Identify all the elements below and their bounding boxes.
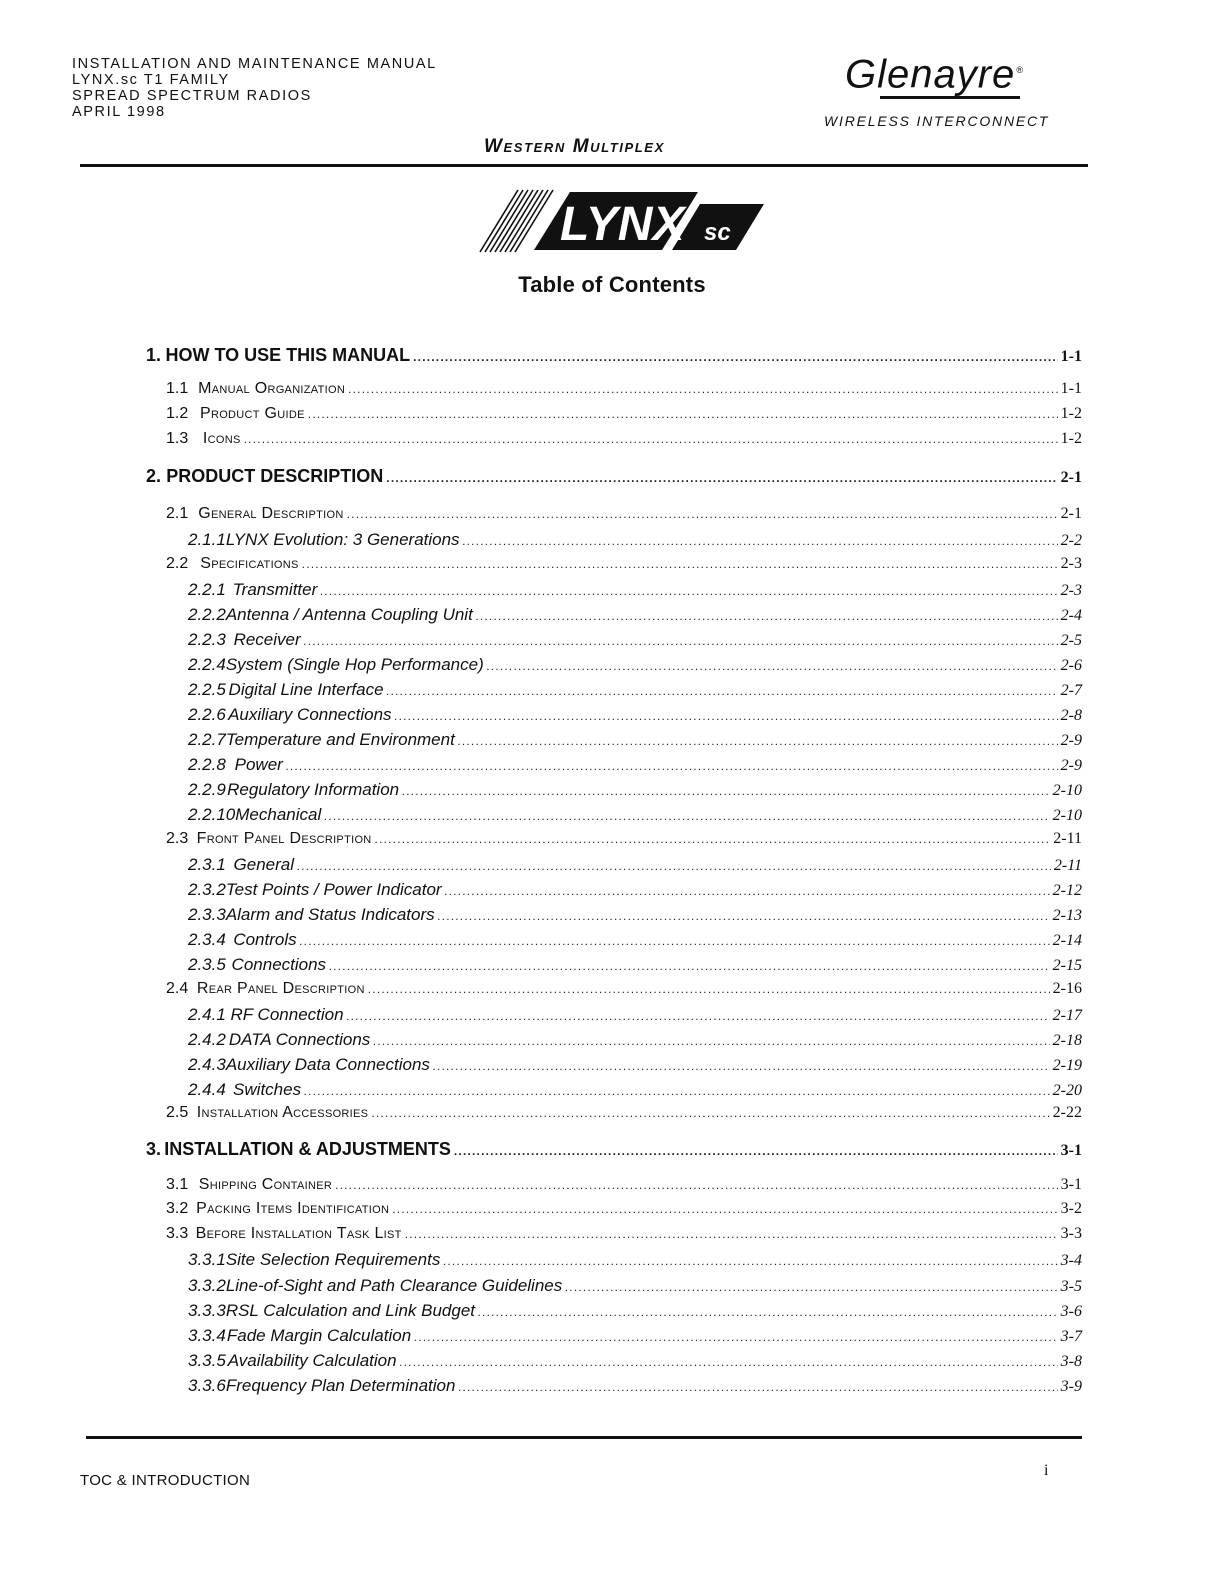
- toc-entry-number: 2.2.1: [188, 580, 226, 599]
- toc-entry-page: 2-16: [1052, 980, 1082, 997]
- toc-entry[interactable]: [188, 530, 1082, 550]
- toc-entry[interactable]: [188, 730, 1082, 750]
- toc-dot-leader: [347, 507, 1058, 521]
- toc-entry[interactable]: [188, 880, 1082, 900]
- toc-entry[interactable]: [188, 1080, 1082, 1100]
- toc-entry-number: 2.2.5: [188, 680, 226, 699]
- toc-entry[interactable]: [188, 580, 1082, 600]
- toc-entry-number: 2.2.7: [188, 730, 226, 749]
- toc-entry-page: 3-8: [1060, 1353, 1082, 1370]
- toc-dot-leader: [297, 859, 1051, 873]
- toc-entry-page: 2-5: [1060, 632, 1082, 649]
- toc-entry[interactable]: [188, 1301, 1082, 1321]
- toc-entry-page: 3-9: [1060, 1378, 1082, 1395]
- toc-entry-number: 3.3.5: [188, 1351, 226, 1370]
- toc-entry-page: 2-22: [1052, 1104, 1082, 1121]
- toc-entry-number: 2.2.3: [188, 630, 226, 649]
- toc-entry-label: INSTALLATION & ADJUSTMENTS: [164, 1139, 451, 1159]
- toc-entry-label: Frequency Plan Determination: [225, 1376, 456, 1395]
- toc-dot-leader: [308, 407, 1058, 421]
- toc-entry-page: 2-10: [1052, 807, 1082, 824]
- toc-entry-number: 2.5: [166, 1104, 189, 1121]
- toc-dot-leader: [433, 1059, 1050, 1073]
- toc-dot-leader: [413, 350, 1058, 364]
- toc-dot-leader: [487, 659, 1058, 673]
- toc-entry[interactable]: [166, 1104, 1082, 1122]
- toc-entry-label: PRODUCT DESCRIPTION: [166, 466, 384, 486]
- toc-dot-leader: [400, 1355, 1058, 1369]
- toc-entry[interactable]: [188, 905, 1082, 925]
- toc-entry-label: Specifications: [200, 555, 299, 572]
- toc-dot-leader: [348, 382, 1058, 396]
- toc-entry-page: 1-2: [1060, 430, 1082, 447]
- toc-entry-number: 2.3.2: [188, 880, 226, 899]
- toc-entry-label: Installation Accessories: [196, 1104, 369, 1121]
- toc-entry-label: Test Points / Power Indicator: [225, 880, 442, 899]
- toc-dot-leader: [329, 959, 1050, 973]
- toc-dot-leader: [445, 884, 1050, 898]
- toc-entry-number: 2.4.1: [188, 1005, 226, 1024]
- toc-entry-label: Auxiliary Connections: [228, 705, 392, 724]
- toc-entry-label: Front Panel Description: [196, 830, 372, 847]
- toc-entry-label: Fade Margin Calculation: [226, 1326, 412, 1345]
- toc-entry[interactable]: [188, 1376, 1082, 1396]
- toc-dot-leader: [478, 1305, 1058, 1319]
- toc-entry-page: 2-3: [1060, 582, 1082, 599]
- toc-entry[interactable]: [146, 345, 1082, 366]
- toc-entry-number: 2.3.1: [188, 855, 226, 874]
- toc-entry-page: 2-2: [1060, 532, 1082, 549]
- toc-entry-label: RF Connection: [230, 1005, 344, 1024]
- toc-entry-page: 3-7: [1060, 1328, 1082, 1345]
- toc-entry-page: 2-8: [1060, 707, 1082, 724]
- logo-text: LYNX: [560, 198, 685, 251]
- toc-entry-number: 2.2.4: [188, 655, 226, 674]
- toc-entry-number: 2.2.6: [188, 705, 226, 724]
- toc-entry-label: Digital Line Interface: [228, 680, 384, 699]
- toc-dot-leader: [454, 1144, 1058, 1158]
- toc-entry-label: LYNX Evolution: 3 Generations: [225, 530, 460, 549]
- toc-entry-label: Antenna / Antenna Coupling Unit: [225, 605, 473, 624]
- toc-entry-number: 1.: [146, 345, 162, 365]
- toc-dot-leader: [392, 1202, 1057, 1216]
- toc-entry-label: Icons: [202, 430, 241, 447]
- toc-dot-leader: [387, 684, 1058, 698]
- toc-entry-page: 2-1: [1060, 505, 1082, 522]
- toc-entry[interactable]: [166, 1200, 1082, 1218]
- toc-entry-label: Packing Items Identification: [196, 1200, 390, 1217]
- toc-dot-leader: [373, 1034, 1049, 1048]
- toc-entry[interactable]: [166, 505, 1082, 523]
- toc-entry[interactable]: [188, 1250, 1082, 1270]
- toc-entry-page: 1-1: [1060, 348, 1082, 365]
- toc-dot-leader: [476, 609, 1058, 623]
- toc-entry-page: 2-9: [1060, 757, 1082, 774]
- toc-entry[interactable]: [188, 1351, 1082, 1371]
- toc-entry-page: 2-13: [1052, 907, 1082, 924]
- toc-dot-leader: [463, 534, 1058, 548]
- toc-entry[interactable]: [146, 466, 1082, 487]
- toc-dot-leader: [304, 1084, 1050, 1098]
- toc-dot-leader: [347, 1009, 1050, 1023]
- toc-entry-number: 2.3.3: [188, 905, 226, 924]
- toc-entry[interactable]: [146, 1139, 1082, 1160]
- toc-entry-number: 2.3.5: [188, 955, 226, 974]
- header-line: SPREAD SPECTRUM RADIOS: [72, 88, 312, 104]
- header-line: INSTALLATION AND MAINTENANCE MANUAL: [72, 56, 437, 72]
- toc-dot-leader: [458, 1380, 1057, 1394]
- toc-dot-leader: [395, 709, 1058, 723]
- manual-header: [72, 56, 437, 120]
- toc-dot-leader: [565, 1280, 1057, 1294]
- toc-entry[interactable]: [188, 930, 1082, 950]
- toc-entry[interactable]: [166, 430, 1082, 448]
- toc-entry[interactable]: [166, 830, 1082, 848]
- division-name: Western Multiplex: [484, 136, 665, 157]
- toc-entry-number: 2.2: [166, 555, 189, 572]
- toc-entry-page: 2-6: [1060, 657, 1082, 674]
- toc-dot-leader: [375, 832, 1051, 846]
- toc-entry-number: 3.: [146, 1139, 162, 1159]
- toc-entry-page: 2-19: [1052, 1057, 1082, 1074]
- brand-underline: [880, 96, 1020, 99]
- toc-dot-leader: [304, 634, 1058, 648]
- toc-entry-label: Alarm and Status Indicators: [225, 905, 435, 924]
- toc-entry-page: 2-15: [1052, 957, 1082, 974]
- toc-entry[interactable]: [188, 805, 1082, 825]
- toc-dot-leader: [458, 734, 1058, 748]
- toc-dot-leader: [244, 432, 1058, 446]
- toc-entry-label: Temperature and Environment: [225, 730, 455, 749]
- toc-entry[interactable]: [166, 380, 1082, 398]
- toc-entry-label: Line-of-Sight and Path Clearance Guidelines: [225, 1276, 563, 1295]
- toc-entry-label: General Description: [198, 505, 344, 522]
- toc-entry[interactable]: [166, 405, 1082, 423]
- lynx-sc-logo: [478, 188, 768, 254]
- toc-entry-number: 2.2.8: [188, 755, 226, 774]
- toc-dot-leader: [320, 584, 1057, 598]
- toc-entry-number: 1.1: [166, 380, 189, 397]
- toc-entry-label: Rear Panel Description: [196, 980, 365, 997]
- toc-entry[interactable]: [188, 630, 1082, 650]
- toc-entry-page: 2-11: [1053, 857, 1082, 874]
- toc-dot-leader: [371, 1106, 1049, 1120]
- toc-entry[interactable]: [188, 1030, 1082, 1050]
- toc-dot-leader: [405, 1227, 1058, 1241]
- toc-entry-label: HOW TO USE THIS MANUAL: [165, 345, 411, 365]
- toc-dot-leader: [286, 759, 1058, 773]
- header-rule: [80, 164, 1088, 167]
- toc-entry-number: 2.2.9: [188, 780, 226, 799]
- toc-dot-leader: [302, 557, 1058, 571]
- toc-entry-page: 3-6: [1060, 1303, 1082, 1320]
- toc-entry[interactable]: [188, 1005, 1082, 1025]
- toc-dot-leader: [443, 1254, 1057, 1268]
- toc-dot-leader: [300, 934, 1050, 948]
- toc-entry-number: 3.3.2: [188, 1276, 226, 1295]
- toc-entry-label: Auxiliary Data Connections: [225, 1055, 430, 1074]
- toc-entry-number: 2.4.2: [188, 1030, 226, 1049]
- toc-entry-page: 2-10: [1052, 782, 1082, 799]
- toc-dot-leader: [402, 784, 1050, 798]
- toc-entry-page: 3-1: [1060, 1142, 1082, 1159]
- toc-dot-leader: [324, 809, 1049, 823]
- toc-entry-page: 3-3: [1060, 1225, 1082, 1242]
- footer-rule: [86, 1436, 1082, 1439]
- header-line: APRIL 1998: [72, 104, 166, 120]
- toc-entry-label: Regulatory Information: [227, 780, 400, 799]
- toc-entry-label: Controls: [233, 930, 297, 949]
- toc-entry-page: 2-1: [1060, 469, 1082, 486]
- toc-entry-label: Receiver: [233, 630, 301, 649]
- toc-dot-leader: [335, 1178, 1058, 1192]
- toc-entry-number: 2.3.4: [188, 930, 226, 949]
- toc-entry-number: 3.3.4: [188, 1326, 226, 1345]
- toc-entry-number: 2.3: [166, 830, 189, 847]
- toc-entry[interactable]: [166, 1225, 1082, 1243]
- toc-entry[interactable]: [188, 1326, 1082, 1346]
- brand-name: Glenayre: [845, 52, 1016, 97]
- toc-entry[interactable]: [188, 1276, 1082, 1296]
- toc-entry-label: Transmitter: [232, 580, 318, 599]
- toc-entry-page: 2-12: [1052, 882, 1082, 899]
- toc-entry-page: 2-20: [1052, 1082, 1082, 1099]
- toc-entry-number: 2.4: [166, 980, 189, 997]
- toc-entry[interactable]: [188, 1055, 1082, 1075]
- toc-entry-page: 3-1: [1060, 1176, 1082, 1193]
- toc-entry-label: Site Selection Requirements: [225, 1250, 441, 1269]
- toc-entry-page: 3-4: [1060, 1252, 1082, 1269]
- toc-entry-number: 2.4.4: [188, 1080, 226, 1099]
- toc-entry-page: 3-2: [1060, 1200, 1082, 1217]
- footer-page-number: i: [1044, 1462, 1049, 1479]
- header-line: LYNX.sc T1 FAMILY: [72, 72, 230, 88]
- toc-entry-page: 2-17: [1052, 1007, 1082, 1024]
- toc-entry-number: 2.2.2: [188, 605, 226, 624]
- toc-entry-number: 1.3: [166, 430, 189, 447]
- toc-entry-number: 2.1: [166, 505, 189, 522]
- toc-entry[interactable]: [166, 1176, 1082, 1194]
- toc-entry-page: 2-3: [1060, 555, 1082, 572]
- toc-entry-number: 3.3.1: [188, 1250, 226, 1269]
- toc-entry-label: Before Installation Task List: [195, 1225, 402, 1242]
- toc-entry-page: 2-11: [1053, 830, 1082, 847]
- toc-dot-leader: [368, 982, 1050, 996]
- registered-mark: ®: [1016, 65, 1024, 75]
- toc-entry[interactable]: [188, 855, 1082, 875]
- toc-entry-label: Product Guide: [199, 405, 305, 422]
- toc-entry-label: Mechanical: [235, 805, 322, 824]
- toc-entry-label: Manual Organization: [198, 380, 346, 397]
- toc-entry[interactable]: [188, 955, 1082, 975]
- toc-entry-page: 1-2: [1060, 405, 1082, 422]
- brand-subtitle: WIRELESS INTERCONNECT: [824, 113, 1050, 129]
- toc-entry-number: 3.2: [166, 1200, 189, 1217]
- toc-entry[interactable]: [166, 555, 1082, 573]
- toc-entry-number: 3.3: [166, 1225, 189, 1242]
- toc-entry-label: Availability Calculation: [227, 1351, 397, 1370]
- logo-suffix: sc: [704, 219, 731, 246]
- toc-entry[interactable]: [188, 755, 1082, 775]
- toc-dot-leader: [438, 909, 1050, 923]
- toc-entry-page: 2-14: [1052, 932, 1082, 949]
- toc-entry-page: 1-1: [1060, 380, 1082, 397]
- footer-section: TOC & INTRODUCTION: [80, 1472, 251, 1489]
- page-title: Table of Contents: [518, 272, 706, 297]
- toc-entry-number: 2.: [146, 466, 162, 486]
- toc-entry-label: Connections: [231, 955, 327, 974]
- toc-entry[interactable]: [188, 680, 1082, 700]
- toc-entry-number: 3.3.6: [188, 1376, 226, 1395]
- toc-entry[interactable]: [188, 705, 1082, 725]
- toc-entry-label: Shipping Container: [198, 1176, 333, 1193]
- glenayre-logo: [845, 48, 1024, 96]
- toc-entry[interactable]: [188, 780, 1082, 800]
- toc-entry[interactable]: [188, 655, 1082, 675]
- toc-entry-label: General: [233, 855, 295, 874]
- toc-dot-leader: [386, 471, 1057, 485]
- toc-dot-leader: [414, 1330, 1058, 1344]
- toc-entry[interactable]: [188, 605, 1082, 625]
- toc-entry-page: 3-5: [1060, 1278, 1082, 1295]
- toc-entry-label: RSL Calculation and Link Budget: [225, 1301, 476, 1320]
- toc-entry-number: 1.2: [166, 405, 189, 422]
- toc-entry-page: 2-4: [1060, 607, 1082, 624]
- toc-entry-number: 2.4.3: [188, 1055, 226, 1074]
- toc-entry-page: 2-7: [1060, 682, 1082, 699]
- toc-entry-label: DATA Connections: [228, 1030, 371, 1049]
- toc-entry-number: 2.1.1: [188, 530, 226, 549]
- toc-entry-label: Power: [234, 755, 283, 774]
- toc-entry-number: 3.3.3: [188, 1301, 226, 1320]
- toc-entry-number: 2.2.10: [188, 805, 236, 824]
- toc-entry-label: System (Single Hop Performance): [225, 655, 484, 674]
- toc-entry-page: 2-9: [1060, 732, 1082, 749]
- toc-entry-page: 2-18: [1052, 1032, 1082, 1049]
- toc-entry-label: Switches: [233, 1080, 302, 1099]
- toc-entry[interactable]: [166, 980, 1082, 998]
- toc-entry-number: 3.1: [166, 1176, 189, 1193]
